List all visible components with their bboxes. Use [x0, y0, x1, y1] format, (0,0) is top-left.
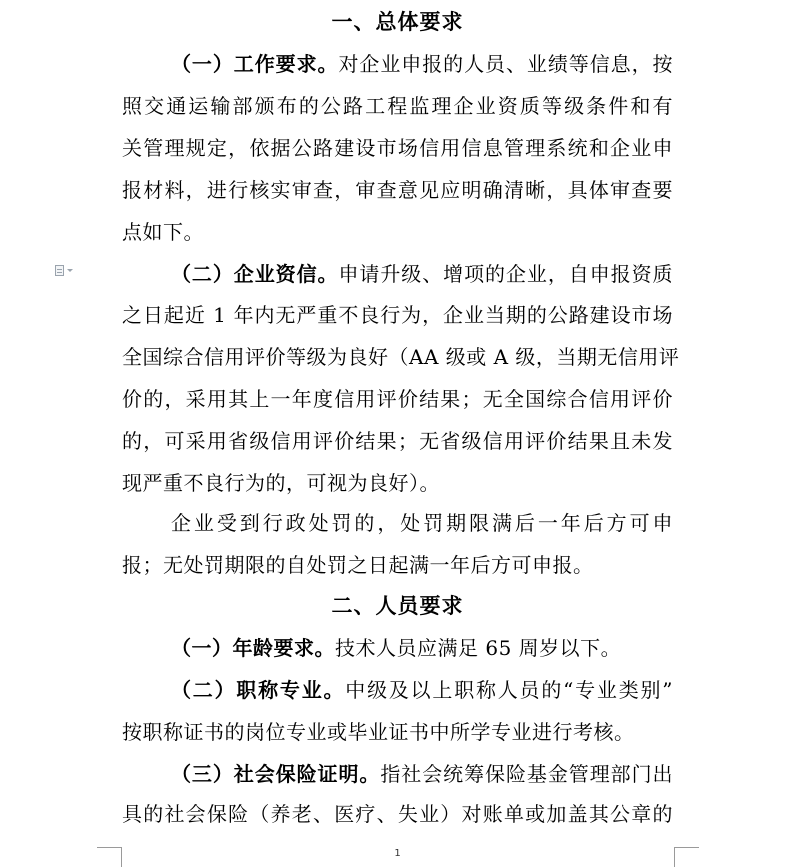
paragraph-line [171, 633, 673, 663]
paragraph-label: （二）职称专业。 [171, 678, 346, 702]
paragraph-line: 照交通运输部颁布的公路工程监理企业资质等级条件和有 [122, 94, 673, 118]
paragraph-text: 对企业申报的人员、业绩等信息，按 [338, 52, 674, 76]
paragraph-text: 指社会统筹保险基金管理部门出 [380, 762, 674, 786]
paragraph-line: 按职称证书的岗位专业或毕业证书中所学专业进行考核。 [122, 720, 635, 744]
paragraph-text: 中级及以上职称人员的“专业类别” [345, 678, 674, 702]
paragraph-line: 具的社会保险（养老、医疗、失业）对账单或加盖其公章的 [122, 802, 673, 826]
paragraph-line: 报；无处罚期限的自处罚之日起满一年后方可申报。 [122, 553, 594, 577]
paragraph-line: 关管理规定，依据公路建设市场信用信息管理系统和企业申 [122, 136, 673, 160]
paragraph-text: 申请升级、增项的企业，自申报资质 [338, 262, 674, 286]
paragraph-label: （一）工作要求。 [171, 52, 339, 76]
paragraph-line: 价的，采用其上一年度信用评价结果；无全国综合信用评价 [122, 387, 673, 411]
paragraph-line: 报材料，进行核实审查，审查意见应明确清晰，具体审查要 [122, 178, 673, 202]
document-sheet-icon [55, 265, 64, 276]
paragraph-line: 企业受到行政处罚的，处罚期限满后一年后方可申 [171, 511, 673, 535]
paragraph-label: （三）社会保险证明。 [171, 762, 381, 786]
paragraph-line [171, 759, 673, 789]
paragraph-text: 技术人员应满足 65 周岁以下。 [335, 636, 622, 660]
paragraph-line: 全国综合信用评价等级为良好（AA 级或 A 级，当期无信用评 [122, 345, 680, 369]
paragraph-line: 现严重不良行为的，可视为良好）。 [122, 471, 440, 495]
page-number: 1 [394, 848, 401, 859]
paragraph-line [171, 675, 673, 705]
paragraph-line [171, 259, 673, 289]
paragraph-line [171, 49, 673, 79]
chevron-down-icon [67, 269, 73, 272]
section-heading-general: 一、总体要求 [331, 10, 464, 34]
paragraph-label: （一）年龄要求。 [171, 636, 335, 660]
paragraph-line: 之日起近 1 年内无严重不良行为，企业当期的公路建设市场 [122, 303, 673, 327]
section-heading-personnel: 二、人员要求 [331, 594, 464, 618]
paragraph-line: 的，可采用省级信用评价结果；无省级信用评价结果且未发 [122, 429, 673, 453]
paragraph-line: 点如下。 [122, 220, 204, 244]
paragraph-label: （二）企业资信。 [171, 262, 339, 286]
document-icon[interactable] [55, 263, 79, 277]
